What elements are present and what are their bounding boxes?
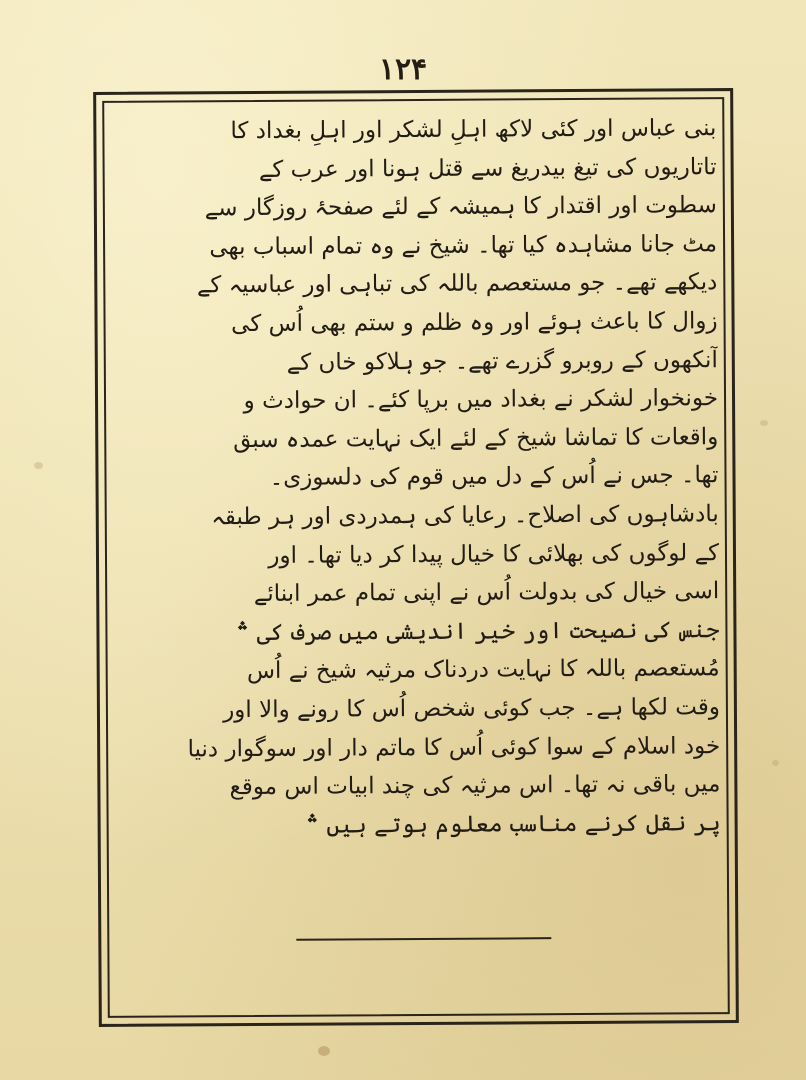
text-line: تاتاریوں کی تیغ بیدریغ سے قتل ہونا اور عرب کے <box>258 153 717 183</box>
body-text <box>112 109 720 846</box>
ink-stain <box>772 760 779 766</box>
text-line: بادشاہوں کی اصلاح۔ رعایا کی ہمدردی اور ہر طبقہ <box>211 501 719 531</box>
text-line: سطوت اور اقتدار کا ہمیشہ کے لئے صفحۂ روزگار سے <box>204 192 717 222</box>
text-line: وقت لکھا ہے۔ جب کوئی شخص اُس کا رونے والا اور <box>223 694 720 724</box>
text-line: تھا۔ جس نے اُس کے دل میں قوم کی دلسوزی۔ <box>269 462 719 492</box>
text-line: جنس کی نصیحت اور خیر اندیشی میں صرف کی ؞ <box>235 616 720 646</box>
ink-stain <box>318 1046 330 1056</box>
ink-stain <box>34 462 43 469</box>
ink-stain <box>760 420 768 426</box>
text-line: خونخوار لشکر نے بغداد میں برپا کئے۔ ان حوادث و <box>243 385 719 415</box>
text-line: بنی عباس اور کئی لاکھ اہلِ لشکر اور اہلِ بغداد کا <box>230 115 717 145</box>
text-line: پر نقل کرنے مناسب معلوم ہوتے ہیں ؞ <box>305 809 721 839</box>
text-line: میں باقی نہ تھا۔ اس مرثیہ کی چند ابیات اس موقع <box>229 771 721 801</box>
text-line: دیکھے تھے۔ جو مستعصم باللہ کی تباہی اور عباسیہ کے <box>196 269 718 299</box>
page-number: ۱۲۴ <box>378 52 428 87</box>
text-line: خود اسلام کے سوا کوئی اُس کا ماتم دار اور سوگوار دنیا <box>187 732 721 762</box>
text-line: زوال کا باعث ہوئے اور وہ ظلم و ستم بھی اُس کی <box>231 308 718 338</box>
text-line: اسی خیال کی بدولت اُس نے اپنی تمام عمر ابنائے <box>253 578 720 608</box>
text-line: واقعات کا تماشا شیخ کے لئے ایک نہایت عمدہ سبق <box>233 423 719 453</box>
text-line: مٹ جانا مشاہدہ کیا تھا۔ شیخ نے وہ تمام اسباب بھی <box>209 230 718 261</box>
page-border <box>93 88 739 1027</box>
text-line: کے لوگوں کی بھلائی کا خیال پیدا کر دیا تھا۔ اور <box>268 539 720 569</box>
text-line: مُستعصم باللہ کا نہایت دردناک مرثیہ شیخ نے اُس <box>246 655 720 685</box>
text-line: آنکھوں کے روبرو گزرے تھے۔ جو ہلاکو خاں کے <box>286 346 718 376</box>
